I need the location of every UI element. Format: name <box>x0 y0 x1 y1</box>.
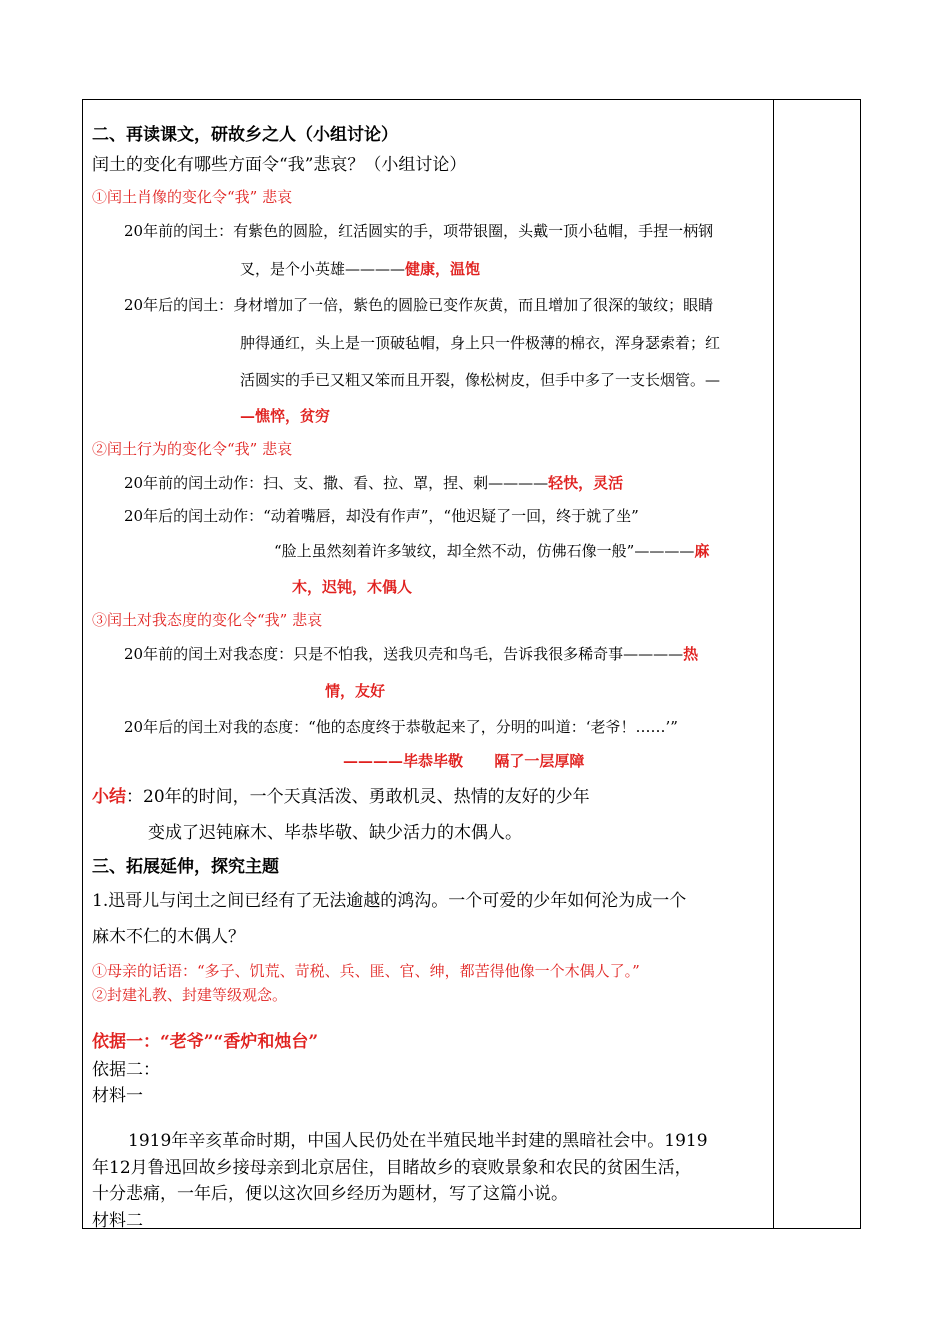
before-portrait-answer: 健康，温饱 <box>405 260 481 278</box>
before-behavior-answer: 轻快，灵活 <box>548 474 624 492</box>
after-behavior-line1: 20年后的闰土动作：“动着嘴唇，却没有作声”，“他迟疑了一回，终于就了坐” <box>124 507 639 525</box>
section-three-heading: 三、拓展延伸，探究主题 <box>92 857 279 877</box>
material-one-line2: 年12月鲁迅回故乡接母亲到北京居住，目睹故乡的衰败景象和农民的贫困生活， <box>92 1158 692 1178</box>
summary-line1 <box>92 782 590 807</box>
after-behavior-text: “脸上虽然刻着许多皱纹，却全然不动，仿佛石像一般”———— <box>274 542 695 560</box>
before-portrait-line1: 20年前的闰土：有紫色的圆脸，红活圆实的手，项带银圈，头戴一顶小毡帽，手捏一柄钢 <box>124 222 714 240</box>
after-behavior-line2 <box>274 540 709 561</box>
before-behavior-line <box>124 472 623 493</box>
before-portrait-text: 叉，是个小英雄———— <box>240 260 406 278</box>
after-portrait-line3: 活圆实的手已又粗又笨而且开裂，像松树皮，但手中多了一支长烟管。— <box>240 371 721 389</box>
answer-one: ①母亲的话语：“多子、饥荒、苛税、兵、匪、官、绅，都苦得他像一个木偶人了。” <box>92 962 640 980</box>
after-portrait-answer: —憔悴，贫穷 <box>240 407 331 425</box>
question-one-line2: 麻木不仁的木偶人？ <box>92 927 245 947</box>
before-attitude-answer-start: 热 <box>683 645 699 663</box>
after-attitude-line: 20年后的闰土对我的态度：“他的态度终于恭敬起来了，分明的叫道：‘老爷！……’” <box>124 718 678 736</box>
discussion-question: 闰土的变化有哪些方面令“我”悲哀？（小组讨论） <box>92 155 467 175</box>
after-behavior-answer: 木，迟钝，木偶人 <box>292 578 413 596</box>
answer-two: ②封建礼教、封建等级观念。 <box>92 986 288 1004</box>
basis-one: 依据一：“老爷”“香炉和烛台” <box>92 1032 319 1052</box>
after-portrait-line1: 20年后的闰土：身材增加了一倍，紫色的圆脸已变作灰黄，而且增加了很深的皱纹；眼睛 <box>124 296 714 314</box>
before-attitude-answer: 情，友好 <box>325 682 386 700</box>
basis-two: 依据二： <box>92 1060 160 1080</box>
question-one-line1: 1.迅哥儿与闰土之间已经有了无法逾越的鸿沟。一个可爱的少年如何沦为成一个 <box>92 891 687 911</box>
point-attitude-change: ③闰土对我态度的变化令“我” 悲哀 <box>92 611 323 629</box>
column-divider <box>773 99 774 1229</box>
summary-label: 小结 <box>92 787 126 807</box>
before-attitude-line <box>124 643 698 664</box>
material-one-title: 材料一 <box>92 1086 143 1106</box>
after-portrait-line2: 肿得通红，头上是一顶破毡帽，身上只一件极薄的棉衣，浑身瑟索着；红 <box>240 334 721 352</box>
material-one-line1: 1919年辛亥革命时期，中国人民仍处在半殖民地半封建的黑暗社会中。1919 <box>128 1131 708 1151</box>
point-behavior-change: ②闰土行为的变化令“我” 悲哀 <box>92 440 293 458</box>
before-behavior-text: 20年前的闰土动作：扫、支、撒、看、拉、罩，捏、刺———— <box>124 474 549 492</box>
section-two-heading: 二、再读课文，研故乡之人（小组讨论） <box>92 125 398 145</box>
after-behavior-answer-start: 麻 <box>694 542 710 560</box>
summary-line2: 变成了迟钝麻木、毕恭毕敬、缺少活力的木偶人。 <box>148 823 522 843</box>
material-two-title: 材料二 <box>92 1211 143 1231</box>
before-attitude-text: 20年前的闰土对我态度：只是不怕我，送我贝壳和鸟毛，告诉我很多稀奇事———— <box>124 645 684 663</box>
material-one-line3: 十分悲痛，一年后，便以这次回乡经历为题材，写了这篇小说。 <box>92 1184 568 1204</box>
before-portrait-line2 <box>240 258 480 279</box>
summary-text: ：20年的时间，一个天真活泼、勇敢机灵、热情的友好的少年 <box>126 787 590 807</box>
point-portrait-change: ①闰土肖像的变化令“我” 悲哀 <box>92 188 293 206</box>
after-attitude-answer: ————毕恭毕敬 隔了一层厚障 <box>343 752 585 770</box>
